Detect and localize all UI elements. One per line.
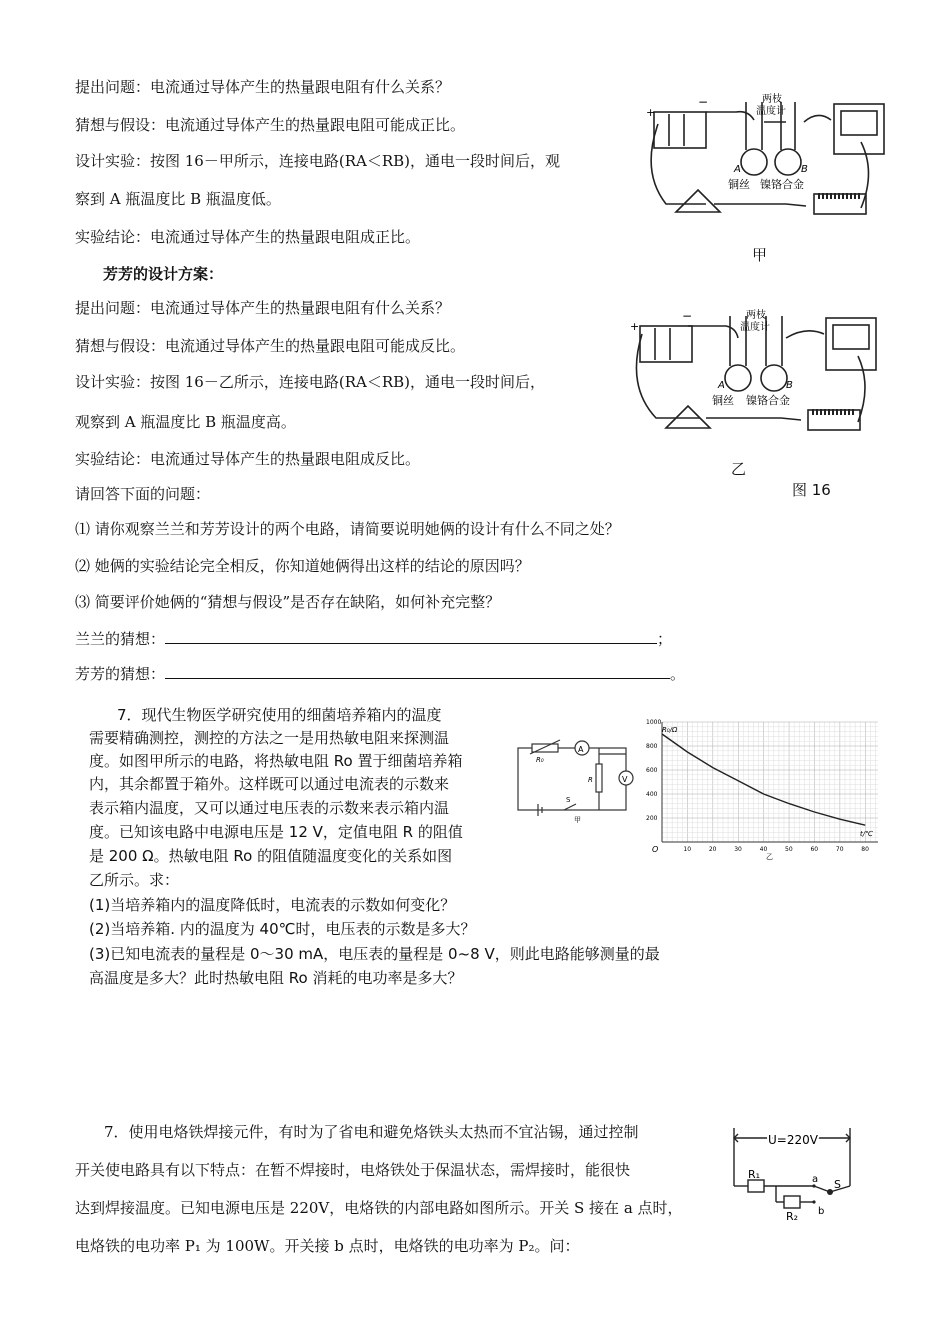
- chart-ylabel: R₀/Ω: [662, 726, 678, 734]
- iron-r1: R₁: [748, 1168, 761, 1181]
- iron-r2: R₂: [786, 1210, 799, 1223]
- yi-copper: 铜丝: [712, 394, 734, 407]
- y-tick-label: 400: [646, 791, 658, 798]
- iron-b: b: [818, 1206, 825, 1217]
- p7b-line-2: 开关使电路具有以下特点：在暂不焊接时，电烙铁处于保温状态，需焊接时，能很快: [75, 1161, 631, 1179]
- x-tick-label: 50: [785, 846, 793, 853]
- jia-a: A: [734, 164, 741, 175]
- figure-16-jia: [636, 92, 886, 232]
- fig16-yi-label: 乙: [731, 460, 747, 478]
- jia-thermo-2: 温度计: [756, 106, 786, 117]
- iron-voltage: U=220V: [768, 1133, 818, 1147]
- x-tick-label: 10: [683, 846, 692, 853]
- y-tick-label: 800: [646, 743, 658, 750]
- p7b-line-3: 达到焊接温度。已知电源电压是 220V，电烙铁的内部电路如图所示。开关 S 接在 a 点时，: [75, 1199, 683, 1217]
- x-tick-label: 40: [759, 846, 768, 853]
- x-tick-label: 80: [861, 846, 869, 853]
- y-tick-label: 200: [646, 815, 658, 822]
- fig16-caption: 图 16: [792, 481, 831, 499]
- p7a-line-6: 度。已知该电路中电源电压是 12 V，定值电阻 R 的阻值: [89, 823, 463, 841]
- p7a-line-8: 乙所示。求：: [89, 871, 180, 889]
- chart-xlabel: t/℃: [860, 830, 873, 838]
- p7a-question-3b: 高温度是多大？此时热敏电阻 Ro 消耗的电功率是多大？: [89, 969, 463, 987]
- yi-a: A: [718, 380, 725, 391]
- circuit-s-label: S: [566, 796, 571, 804]
- fangfang-design-cont: 观察到 A 瓶温度比 B 瓶温度高。: [75, 413, 296, 431]
- lanlan-conclusion: 实验结论：电流通过导体产生的热量跟电阻成正比。: [75, 228, 421, 246]
- fangfang-answer-blank[interactable]: [165, 664, 670, 679]
- p7a-line-2: 需要精确测控，测控的方法之一是用热敏电阻来探测温: [89, 729, 450, 747]
- lanlan-guess-label: 兰兰的猜想：: [75, 630, 166, 648]
- jia-plus: +: [646, 106, 656, 119]
- circuit-ammeter-label: A: [578, 745, 584, 754]
- chart-origin: O: [652, 845, 659, 854]
- lanlan-question: 提出问题：电流通过导体产生的热量跟电阻有什么关系？: [75, 78, 451, 96]
- figure-16-yi: [626, 306, 881, 446]
- lanlan-guess-end: ；: [657, 630, 673, 648]
- circuit-jia: [512, 738, 640, 824]
- p7a-line-7: 是 200 Ω。热敏电阻 Ro 的阻值随温度变化的关系如图: [89, 847, 453, 865]
- soldering-circuit: [726, 1124, 856, 1224]
- circuit-ro-label: R₀: [536, 756, 544, 764]
- yi-b: B: [786, 380, 793, 391]
- jia-b: B: [801, 164, 808, 175]
- p7a-line-1: 7．现代生物医学研究使用的细菌培养箱内的温度: [117, 706, 442, 724]
- p7a-question-2: (2)当培养箱. 内的温度为 40℃时，电压表的示数是多大？: [89, 920, 476, 938]
- yi-plus: +: [630, 320, 640, 333]
- fangfang-hypothesis: 猜想与假设：电流通过导体产生的热量跟电阻可能成反比。: [75, 337, 466, 355]
- x-tick-label: 20: [708, 846, 717, 853]
- y-tick-label: 1000: [646, 719, 662, 726]
- lanlan-design: 设计实验：按图 16－甲所示，连接电路(RA＜RB)，通电一段时间后，观: [75, 152, 561, 170]
- yi-thermo-2: 温度计: [740, 322, 770, 333]
- fangfang-heading: 芳芳的设计方案：: [103, 265, 224, 283]
- fangfang-guess-label: 芳芳的猜想：: [75, 665, 166, 683]
- r0-temperature-chart: [634, 718, 884, 860]
- jia-nichrome: 镍铬合金: [760, 178, 804, 191]
- yi-nichrome: 镍铬合金: [746, 394, 790, 407]
- p7a-line-4: 内，其余都置于箱外。这样既可以通过电流表的示数来: [89, 775, 450, 793]
- question-2: ⑵ 她俩的实验结论完全相反，你知道她俩得出这样的结论的原因吗？: [75, 557, 530, 575]
- chart-sublabel: 乙: [766, 853, 773, 860]
- questions-intro: 请回答下面的问题：: [75, 485, 211, 503]
- fangfang-conclusion: 实验结论：电流通过导体产生的热量跟电阻成反比。: [75, 450, 421, 468]
- yi-thermo-1: 两枝: [746, 310, 766, 321]
- x-tick-label: 70: [835, 846, 844, 853]
- jia-minus: −: [698, 95, 709, 109]
- jia-thermo-1: 两枝: [762, 94, 782, 105]
- x-tick-label: 60: [810, 846, 819, 853]
- question-1: ⑴ 请你观察兰兰和芳芳设计的两个电路，请简要说明她俩的设计有什么不同之处？: [75, 520, 620, 538]
- y-tick-label: 600: [646, 767, 658, 774]
- jia-copper: 铜丝: [728, 178, 750, 191]
- circuit-r-label: R: [588, 776, 593, 784]
- fangfang-guess-end: 。: [670, 665, 686, 683]
- p7b-line-4: 电烙铁的电功率 P₁ 为 100W。开关接 b 点时，电烙铁的电功率为 P₂。问：: [75, 1237, 580, 1255]
- p7a-line-3: 度。如图甲所示的电路，将热敏电阻 Ro 置于细菌培养箱: [89, 752, 463, 770]
- x-tick-label: 30: [734, 846, 742, 853]
- fangfang-guess-line: [75, 664, 685, 684]
- p7a-line-5: 表示箱内温度，又可以通过电压表的示数来表示箱内温: [89, 799, 450, 817]
- iron-switch: S: [834, 1178, 841, 1191]
- yi-minus: −: [682, 309, 693, 323]
- lanlan-answer-blank[interactable]: [165, 629, 657, 644]
- fangfang-question: 提出问题：电流通过导体产生的热量跟电阻有什么关系？: [75, 299, 451, 317]
- fangfang-design: 设计实验：按图 16－乙所示，连接电路(RA＜RB)，通电一段时间后，: [75, 373, 546, 391]
- circuit-jia-label: 甲: [574, 816, 581, 824]
- lanlan-guess-line: [75, 629, 672, 649]
- circuit-voltmeter-label: V: [622, 775, 628, 784]
- lanlan-design-cont: 察到 A 瓶温度比 B 瓶温度低。: [75, 190, 281, 208]
- p7a-question-3a: (3)已知电流表的量程是 0～30 mA，电压表的量程是 0~8 V，则此电路能够测量的最: [89, 945, 660, 963]
- fig16-jia-label: 甲: [752, 246, 768, 264]
- lanlan-hypothesis: 猜想与假设：电流通过导体产生的热量跟电阻可能成正比。: [75, 116, 466, 134]
- p7a-question-1: (1)当培养箱内的温度降低时，电流表的示数如何变化？: [89, 896, 456, 914]
- p7b-line-1: 7．使用电烙铁焊接元件，有时为了省电和避免烙铁头太热而不宜沾锡，通过控制: [104, 1123, 639, 1141]
- iron-a: a: [812, 1174, 819, 1185]
- question-3: ⑶ 简要评价她俩的“猜想与假设”是否存在缺陷，如何补充完整？: [75, 593, 501, 611]
